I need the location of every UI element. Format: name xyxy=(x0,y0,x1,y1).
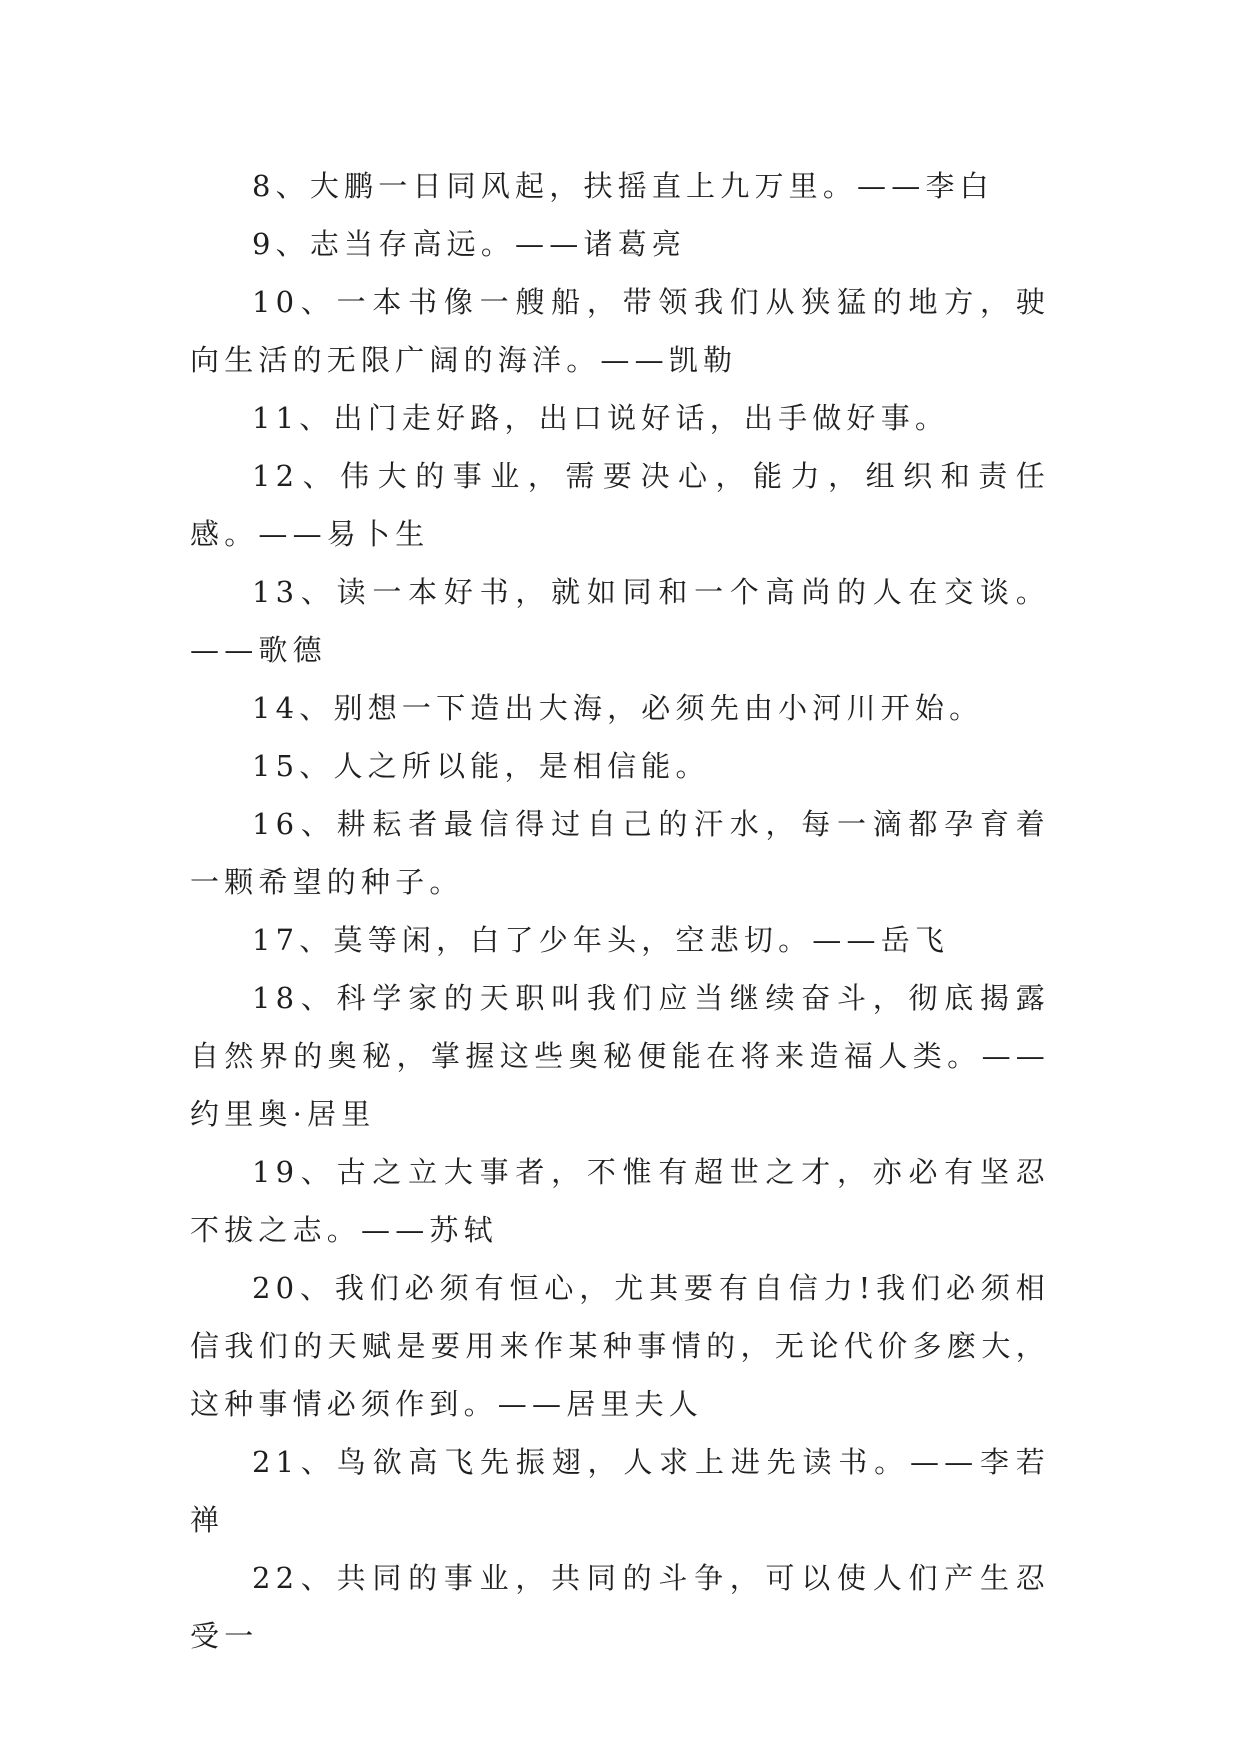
quote-paragraph: 16、耕耘者最信得过自己的汗水，每一滴都孕育着一颗希望的种子。 xyxy=(190,807,1050,899)
quote-paragraph: 18、科学家的天职叫我们应当继续奋斗，彻底揭露自然界的奥秘，掌握这些奥秘便能在将来造福人类。——约里奥·居里 xyxy=(190,981,1050,1131)
quote-paragraph: 10、一本书像一艘船，带领我们从狭猛的地方，驶向生活的无限广阔的海洋。——凯勒 xyxy=(190,285,1050,377)
quote-paragraph: 9、志当存高远。——诸葛亮 xyxy=(252,227,687,261)
quote-paragraph: 17、莫等闲，白了少年头，空悲切。——岳飞 xyxy=(252,923,950,957)
quote-paragraph: 22、共同的事业，共同的斗争，可以使人们产生忍受一 xyxy=(190,1561,1050,1653)
quote-paragraph: 12、伟大的事业，需要决心，能力，组织和责任感。——易卜生 xyxy=(190,459,1050,551)
quote-paragraph: 15、人之所以能，是相信能。 xyxy=(252,749,710,783)
quote-paragraph: 13、读一本好书，就如同和一个高尚的人在交谈。——歌德 xyxy=(190,575,1050,667)
quote-paragraph: 20、我们必须有恒心，尤其要有自信力!我们必须相信我们的天赋是要用来作某种事情的，无论代价多麽大，这种事情必须作到。——居里夫人 xyxy=(190,1271,1050,1421)
document-body xyxy=(190,157,1050,1665)
quote-paragraph: 11、出门走好路，出口说好话，出手做好事。 xyxy=(252,401,950,435)
quote-paragraph: 8、大鹏一日同风起，扶摇直上九万里。——李白 xyxy=(252,169,994,203)
quote-paragraph: 21、鸟欲高飞先振翅，人求上进先读书。——李若禅 xyxy=(190,1445,1050,1537)
quote-paragraph: 19、古之立大事者，不惟有超世之才，亦必有坚忍不拔之志。——苏轼 xyxy=(190,1155,1050,1247)
quote-paragraph: 14、别想一下造出大海，必须先由小河川开始。 xyxy=(252,691,984,725)
